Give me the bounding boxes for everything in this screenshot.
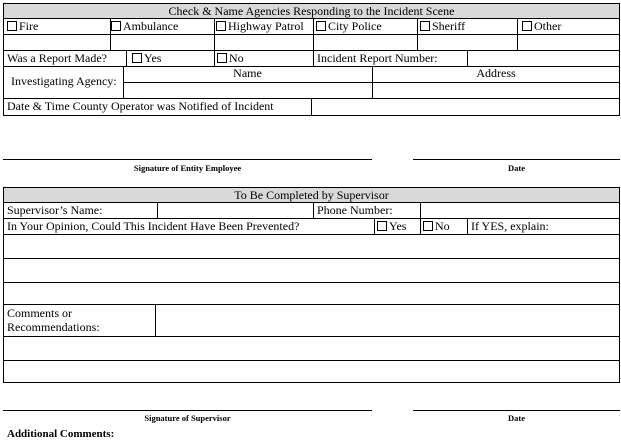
agency-option-ambulance[interactable]: [111, 20, 178, 33]
phone-number-field[interactable]: [421, 203, 619, 217]
agencies-header: Check & Name Agencies Responding to the Incident Scene: [4, 4, 619, 18]
employee-signature-line[interactable]: [3, 159, 372, 160]
checkbox[interactable]: [316, 21, 326, 31]
prevented-yes[interactable]: [377, 220, 406, 233]
option-label: Fire: [19, 19, 39, 33]
employee-date-line[interactable]: [413, 159, 620, 160]
prevented-no[interactable]: [423, 220, 450, 233]
checkbox[interactable]: [217, 53, 227, 63]
explain-field-line-2[interactable]: [4, 259, 619, 281]
option-label: No: [229, 51, 244, 65]
additional-comments-label: Additional Comments:: [7, 428, 115, 440]
notified-datetime-field[interactable]: [312, 99, 619, 115]
agency-option-other[interactable]: [522, 20, 561, 33]
supervisor-signature-label: Signature of Supervisor: [144, 413, 231, 423]
option-label: No: [435, 219, 450, 233]
option-label: Sheriff: [432, 19, 466, 33]
agency-address-field[interactable]: [373, 83, 619, 97]
investigating-agency-label: Investigating Agency:: [11, 74, 117, 88]
comments-field[interactable]: [156, 305, 619, 335]
explain-label: If YES, explain:: [471, 219, 549, 233]
comments-label-line-1: Comments or: [7, 306, 72, 320]
supervisor-date-line[interactable]: [413, 410, 620, 411]
checkbox[interactable]: [522, 21, 532, 31]
employee-date-label: Date: [508, 163, 525, 173]
supervisor-name-field[interactable]: [158, 203, 313, 217]
checkbox[interactable]: [7, 21, 17, 31]
agency-option-sheriff[interactable]: [420, 20, 465, 33]
option-label: Ambulance: [123, 19, 179, 33]
employee-signature-label: Signature of Entity Employee: [133, 163, 242, 173]
explain-field-line-1[interactable]: [4, 235, 619, 257]
comments-label-line-2: Recommendations:: [7, 320, 100, 334]
option-label: Yes: [144, 51, 162, 65]
checkbox[interactable]: [420, 21, 430, 31]
report-made-yes[interactable]: [132, 52, 161, 65]
option-label: Highway Patrol: [228, 19, 304, 33]
agency-option-fire[interactable]: [7, 20, 38, 33]
checkbox[interactable]: [377, 221, 387, 231]
comments-field-line-3[interactable]: [4, 361, 619, 382]
incident-report-number-field[interactable]: [468, 51, 619, 65]
comments-field-line-2[interactable]: [4, 337, 619, 359]
incident-report-number-label: Incident Report Number:: [317, 51, 438, 65]
agency-name-field[interactable]: [124, 83, 372, 97]
option-label: Other: [534, 19, 562, 33]
name-column-header: Name: [233, 66, 262, 80]
phone-number-label: Phone Number:: [317, 203, 393, 217]
notified-label: Date & Time County Operator was Notified of Incident: [7, 99, 274, 113]
supervisor-date-label: Date: [508, 413, 525, 423]
agency-option-city-police[interactable]: [316, 20, 382, 33]
report-made-no[interactable]: [217, 52, 244, 65]
supervisor-name-label: Supervisor’s Name:: [7, 203, 103, 217]
option-label: City Police: [328, 19, 382, 33]
checkbox[interactable]: [423, 221, 433, 231]
report-made-question: Was a Report Made?: [7, 51, 107, 65]
address-column-header: Address: [476, 66, 516, 80]
checkbox[interactable]: [132, 53, 142, 63]
option-label: Yes: [389, 219, 407, 233]
supervisor-header: To Be Completed by Supervisor: [4, 188, 619, 202]
checkbox[interactable]: [216, 21, 226, 31]
agency-option-highway-patrol[interactable]: [216, 20, 304, 33]
checkbox[interactable]: [111, 21, 121, 31]
supervisor-signature-line[interactable]: [3, 410, 372, 411]
prevented-question: In Your Opinion, Could This Incident Have Been Prevented?: [7, 219, 300, 233]
